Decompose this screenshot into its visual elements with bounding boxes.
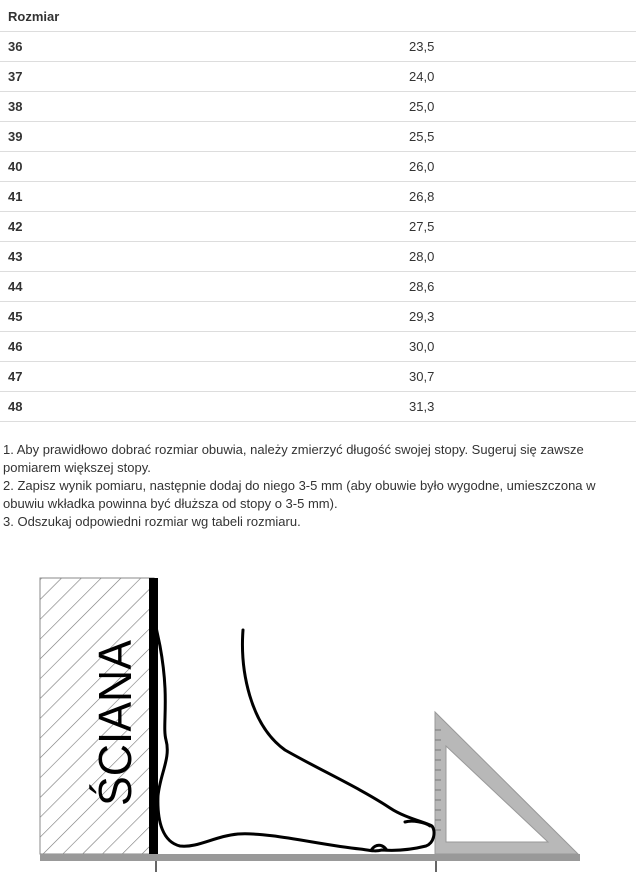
foot-outline — [156, 626, 434, 851]
size-table-body — [0, 32, 636, 422]
foot-length-cell: 25,0 — [408, 92, 636, 122]
table-row — [0, 122, 636, 152]
foot-length-cell: 30,7 — [408, 362, 636, 392]
size-cell: 46 — [0, 332, 408, 362]
table-header-row — [0, 2, 636, 32]
table-row — [0, 92, 636, 122]
size-cell: 39 — [0, 122, 408, 152]
size-cell: 38 — [0, 92, 408, 122]
table-row — [0, 302, 636, 332]
size-cell: 37 — [0, 62, 408, 92]
foot-length-cell: 25,5 — [408, 122, 636, 152]
size-cell: 45 — [0, 302, 408, 332]
foot-length-cell: 26,8 — [408, 182, 636, 212]
table-row — [0, 62, 636, 92]
table-row — [0, 362, 636, 392]
instruction-step-3: 3. Odszukaj odpowiedni rozmiar wg tabeli rozmiaru. — [3, 514, 301, 529]
instruction-step-2: 2. Zapisz wynik pomiaru, następnie dodaj do niego 3-5 mm (aby obuwie było wygodne, umieszczona w obuwiu wkładka powinna być dłuższa od stopy o 3-5 mm). — [3, 478, 596, 511]
size-cell: 44 — [0, 272, 408, 302]
foot-length-cell: 28,6 — [408, 272, 636, 302]
size-cell: 47 — [0, 362, 408, 392]
size-cell: 48 — [0, 392, 408, 422]
floor — [40, 854, 580, 872]
table-row — [0, 32, 636, 62]
wall — [40, 578, 158, 854]
foot-length-cell: 23,5 — [408, 32, 636, 62]
table-row — [0, 182, 636, 212]
size-cell: 41 — [0, 182, 408, 212]
foot-length-cell: 29,3 — [408, 302, 636, 332]
table-row — [0, 242, 636, 272]
triangle-ruler — [435, 712, 578, 854]
foot-length-cell: 28,0 — [408, 242, 636, 272]
table-row — [0, 272, 636, 302]
instruction-step-1: 1. Aby prawidłowo dobrać rozmiar obuwia, należy zmierzyć długość swojej stopy. Sugeruj się zawsze pomiarem większej stopy. — [3, 442, 584, 475]
size-table — [0, 2, 636, 422]
table-row — [0, 212, 636, 242]
size-cell: 43 — [0, 242, 408, 272]
wall-label: ŚCIANA — [89, 634, 141, 806]
size-cell: 42 — [0, 212, 408, 242]
size-cell: 36 — [0, 32, 408, 62]
foot-length-cell: 26,0 — [408, 152, 636, 182]
foot-length-cell: 31,3 — [408, 392, 636, 422]
measurement-instructions — [3, 441, 633, 531]
table-row — [0, 392, 636, 422]
foot-length-cell: 30,0 — [408, 332, 636, 362]
table-row — [0, 152, 636, 182]
table-row — [0, 332, 636, 362]
foot-length-cell: 27,5 — [408, 212, 636, 242]
foot-length-cell: 24,0 — [408, 62, 636, 92]
foot-measurement-illustration — [0, 560, 636, 872]
size-cell: 40 — [0, 152, 408, 182]
size-column-header: Rozmiar — [0, 2, 636, 32]
